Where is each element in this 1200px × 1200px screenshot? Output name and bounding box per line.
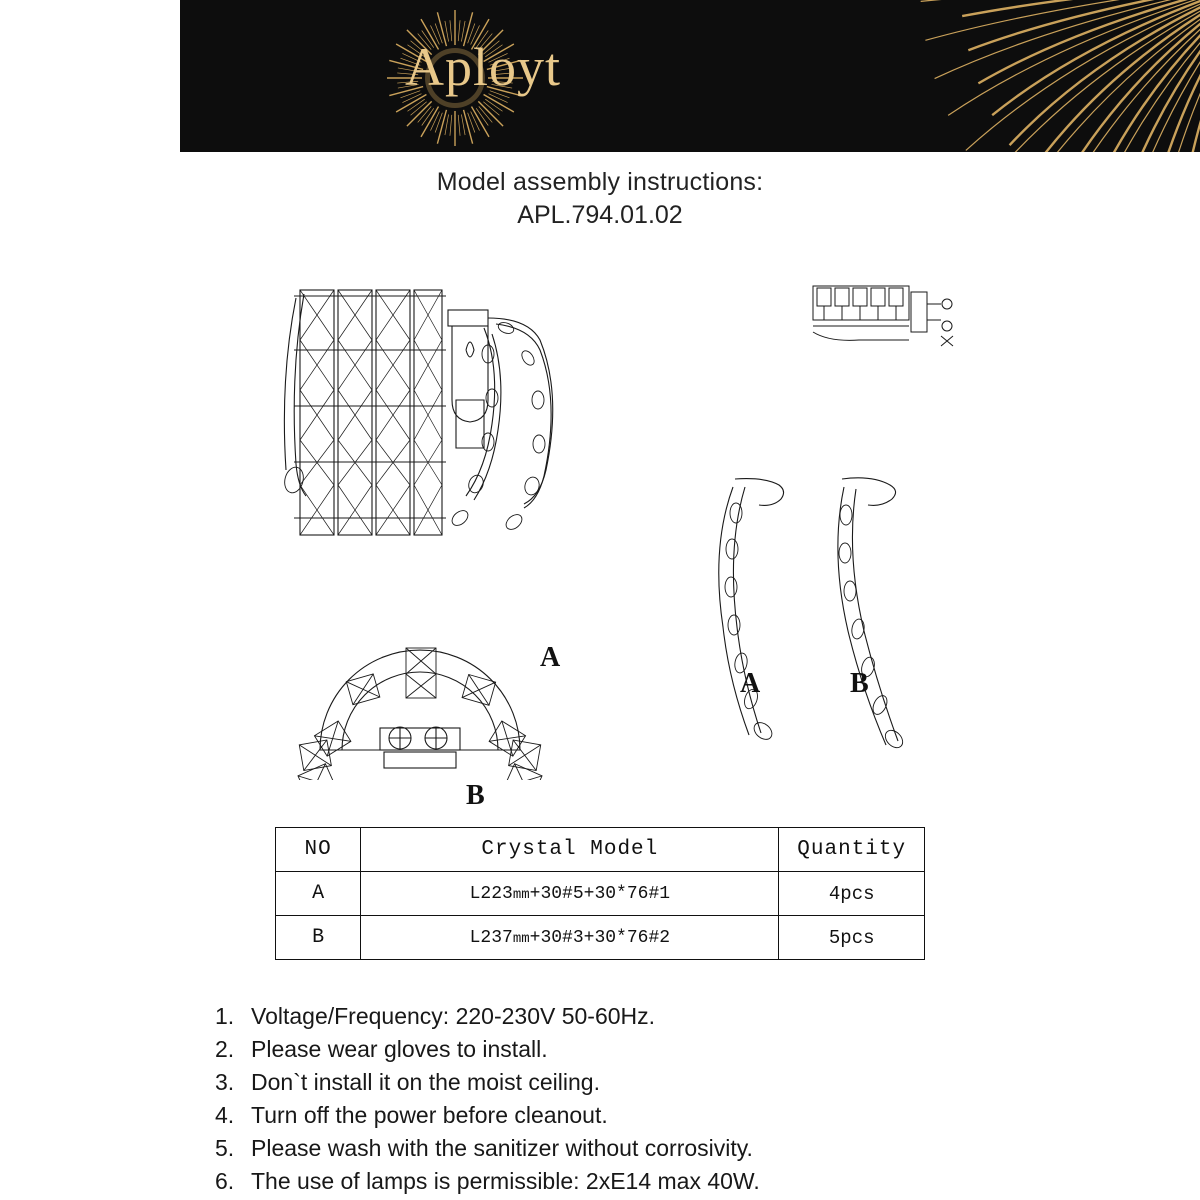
th-model: Crystal Model [361,828,779,872]
radial-fan-icon [790,0,1200,152]
note-text: The use of lamps is permissible: 2xE14 max 40W. [251,1168,760,1194]
model-prefix: L223 [469,883,513,904]
note-number: 3. [215,1069,235,1095]
note-number: 5. [215,1135,235,1161]
note-number: 6. [215,1168,235,1194]
table-header-row [276,828,925,872]
th-no: NO [276,828,361,872]
list-item [215,1165,1175,1198]
note-text: Please wash with the sanitizer without corrosivity. [251,1135,753,1161]
list-item [215,1033,1175,1066]
note-number: 4. [215,1102,235,1128]
brand-name: Aployt [405,37,562,97]
notes-list [215,1000,1175,1198]
cell-no: A [276,872,361,916]
note-text: Don`t install it on the moist ceiling. [251,1069,600,1095]
terminal-block-icon [805,280,975,370]
main-assembly-drawing [270,280,690,580]
diagram-label-b: B [466,780,485,811]
model-prefix: L237 [469,927,513,948]
diagram-area [0,250,1200,810]
list-item [215,1066,1175,1099]
note-number: 2. [215,1036,235,1062]
detail-label-b: B [850,668,869,699]
cell-qty: 4pcs [779,872,925,916]
list-item [215,1132,1175,1165]
th-qty: Quantity [779,828,925,872]
list-item [215,1099,1175,1132]
list-item [215,1000,1175,1033]
diagram-label-a: A [540,642,561,673]
cell-model [361,916,779,960]
cell-model [361,872,779,916]
note-text: Please wear gloves to install. [251,1036,548,1062]
note-text: Turn off the power before cleanout. [251,1102,608,1128]
model-unit: mm [512,886,530,903]
detail-label-a: A [740,668,761,699]
note-text: Voltage/Frequency: 220-230V 50-60Hz. [251,1003,656,1029]
page-title: Model assembly instructions: [436,168,764,196]
detail-strand-b [818,465,928,765]
model-unit: mm [512,930,530,947]
model-suffix: +30#3+30*76#2 [529,927,671,948]
cell-no: B [276,916,361,960]
model-suffix: +30#5+30*76#1 [529,883,671,904]
detail-strand-a [705,465,815,755]
top-view-base-icon [280,620,560,780]
cell-qty: 5pcs [779,916,925,960]
brand-banner [180,0,1200,152]
table-row [276,872,925,916]
table-row [276,916,925,960]
model-code: APL.794.01.02 [517,201,683,229]
parts-table [275,827,925,960]
note-number: 1. [215,1003,235,1029]
